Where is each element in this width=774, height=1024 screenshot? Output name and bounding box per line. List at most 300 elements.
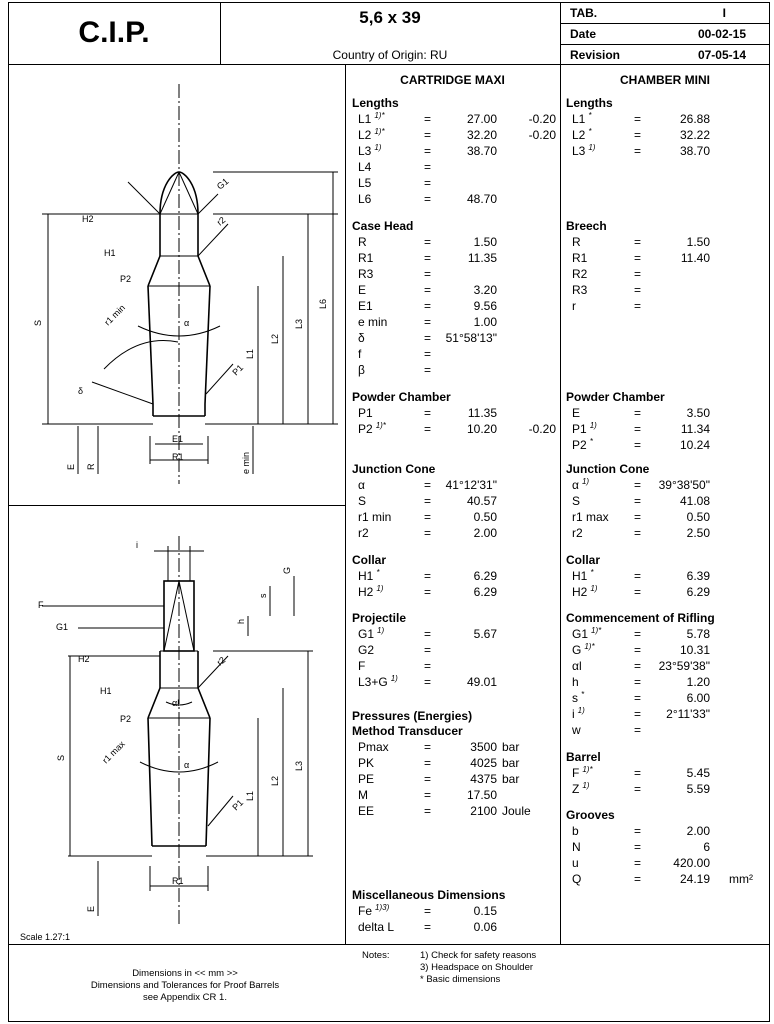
section-title: Barrel (566, 750, 601, 764)
dimension-row (352, 755, 562, 771)
date-label: Date (570, 27, 597, 41)
dimension-row (352, 509, 562, 525)
equals-sign: = (424, 675, 432, 689)
label-h1: H1 (104, 248, 116, 258)
shoulder-left (148, 688, 160, 718)
dimension-value: 51°58'13" (445, 331, 497, 345)
dimension-row (352, 493, 562, 509)
dimension-key (572, 871, 581, 887)
footnote-mark: 1) (374, 143, 382, 152)
key-text: P1 (572, 422, 587, 436)
dimension-value: 27.00 (466, 112, 497, 126)
g1-leader (198, 194, 218, 214)
dimension-value: 5.78 (686, 627, 710, 641)
key-text: R1 (358, 251, 374, 265)
dimension-value: 9.56 (473, 299, 497, 313)
equals-sign: = (424, 144, 432, 158)
equals-sign: = (634, 299, 642, 313)
header-hline (560, 44, 770, 45)
key-text: Z (572, 782, 580, 796)
tolerance-value: -0.20 (528, 422, 556, 436)
key-text: F (358, 659, 366, 673)
footnote-mark: * (590, 568, 594, 577)
equals-sign: = (634, 128, 642, 142)
dimension-row (566, 282, 774, 298)
equals-sign: = (634, 585, 642, 599)
key-text: S (572, 494, 581, 508)
dimension-key (358, 143, 381, 159)
equals-sign: = (424, 510, 432, 524)
section-title: Junction Cone (352, 462, 436, 476)
dimension-row (352, 298, 562, 314)
key-text: f (358, 347, 362, 361)
dimension-key (358, 493, 366, 509)
footnote-mark: * (376, 568, 380, 577)
dimensions-note (60, 968, 310, 1004)
label-p2: P2 (120, 274, 132, 284)
header-hline (560, 23, 770, 24)
label-p1: P1 (230, 797, 246, 813)
dimension-row (566, 765, 774, 781)
dimension-value: 17.50 (466, 788, 497, 802)
label-delta: δ (78, 386, 84, 396)
equals-sign: = (424, 627, 432, 641)
equals-sign: = (634, 438, 642, 452)
equals-sign: = (634, 659, 642, 673)
equals-sign: = (634, 723, 642, 737)
equals-sign: = (424, 331, 432, 345)
equals-sign: = (424, 363, 432, 377)
dimension-key (358, 346, 361, 362)
key-text: L2 (572, 128, 586, 142)
key-text: r1 max (572, 510, 609, 524)
column-divider (345, 64, 346, 944)
cartridge-heading: CARTRIDGE MAXI (400, 73, 505, 87)
equals-sign: = (424, 788, 432, 802)
dimension-row (566, 839, 774, 855)
key-text: r2 (358, 526, 369, 540)
section-title: Lengths (352, 96, 399, 110)
dimension-row (352, 903, 562, 919)
label-s: S (33, 319, 43, 326)
dimension-row (566, 584, 774, 600)
dimension-key (572, 706, 585, 722)
label-l1: L1 (245, 790, 255, 801)
header-vline (560, 2, 561, 64)
dimension-key (358, 525, 369, 541)
footnote-mark: 1)* (591, 626, 602, 635)
dimension-row (566, 674, 774, 690)
caliber-title: 5,6 x 39 (359, 8, 421, 27)
dimension-row (566, 855, 774, 871)
key-text: R1 (572, 251, 588, 265)
delta-leader (92, 382, 153, 404)
cone-line (164, 581, 179, 651)
body-right (205, 286, 210, 404)
label-h1: H1 (100, 686, 112, 696)
key-text: L3 (358, 144, 372, 158)
dimension-key (358, 642, 374, 658)
dimension-key (572, 234, 581, 250)
date-value: 00-02-15 (697, 27, 746, 41)
dimension-key (572, 855, 579, 871)
label-r1: R1 (172, 876, 184, 886)
dimension-key (358, 755, 374, 771)
dimension-row (566, 823, 774, 839)
dimension-row (352, 584, 562, 600)
footnote-mark: 1)3) (375, 903, 390, 912)
label-e: E (86, 905, 96, 912)
label-g1: G1 (56, 622, 69, 632)
equals-sign: = (424, 756, 432, 770)
label-emin: e min (241, 451, 251, 474)
dimension-key (358, 405, 373, 421)
key-text: δ (358, 331, 365, 345)
dimension-key (358, 584, 383, 600)
label-g: G (282, 566, 292, 574)
dimension-key (572, 421, 597, 437)
dimension-row (352, 421, 562, 437)
dimension-key (572, 626, 601, 642)
section-title: Grooves (566, 808, 615, 822)
equals-sign: = (634, 707, 642, 721)
dimension-value: 5.59 (686, 782, 710, 796)
chamber-heading: CHAMBER MINI (620, 73, 710, 87)
dimension-key (572, 509, 609, 525)
footnote-mark: 1)* (584, 642, 595, 651)
dimension-key (358, 330, 365, 346)
footnote-mark: 1) (582, 781, 590, 790)
dimension-key (358, 127, 385, 143)
dimension-value: 0.50 (473, 510, 497, 524)
dimension-value: 32.20 (466, 128, 497, 142)
dimension-key (572, 839, 581, 855)
dimension-row (566, 266, 774, 282)
dimension-key (358, 314, 387, 330)
dimension-key (572, 127, 591, 143)
key-text: r1 min (358, 510, 392, 524)
key-text: u (572, 856, 579, 870)
dimension-value: 6.29 (473, 585, 497, 599)
key-text: delta L (358, 920, 395, 934)
label-l3: L3 (294, 760, 304, 771)
equals-sign: = (634, 144, 642, 158)
dimension-value: 48.70 (466, 192, 497, 206)
dimension-row (566, 111, 774, 127)
key-text: Q (572, 872, 582, 886)
section-title: Projectile (352, 611, 407, 625)
key-text: e min (358, 315, 388, 329)
dimension-row (352, 234, 562, 250)
footnote-mark: 1) (581, 477, 590, 486)
body-left (148, 718, 152, 846)
dimension-key (572, 266, 587, 282)
footnote-mark: 1)* (374, 127, 385, 136)
dimension-value: 49.01 (466, 675, 497, 689)
dimension-row (566, 722, 774, 738)
dimension-key (572, 282, 587, 298)
dimension-key (572, 477, 589, 493)
key-text: r2 (572, 526, 583, 540)
dimension-key (358, 159, 371, 175)
label-l2: L2 (270, 775, 280, 786)
section-title: Lengths (566, 96, 613, 110)
dimension-row (352, 642, 562, 658)
equals-sign: = (634, 526, 642, 540)
dimension-row (352, 658, 562, 674)
key-text: L2 (358, 128, 372, 142)
key-text: H2 (358, 585, 374, 599)
dimension-value: 11.35 (467, 251, 497, 265)
key-text: r (572, 299, 576, 313)
equals-sign: = (424, 283, 432, 297)
key-text: M (358, 788, 368, 802)
equals-sign: = (424, 176, 432, 190)
equals-sign: = (424, 569, 432, 583)
dimension-key (572, 722, 581, 738)
equals-sign: = (424, 585, 432, 599)
key-text: PE (358, 772, 375, 786)
equals-sign: = (424, 804, 432, 818)
equals-sign: = (634, 627, 642, 641)
key-text: L6 (358, 192, 372, 206)
dimension-key (358, 903, 389, 919)
label-r1: R1 (172, 452, 184, 462)
dimension-key (358, 282, 366, 298)
dimension-key (358, 175, 371, 191)
dimension-value: 5.67 (473, 627, 497, 641)
dims-line: Dimensions and Tolerances for Proof Barrels (90, 980, 280, 991)
section-title: Breech (566, 219, 607, 233)
key-text: E1 (358, 299, 373, 313)
label-g1: G1 (214, 176, 231, 192)
equals-sign: = (424, 772, 432, 786)
key-text: w (572, 723, 581, 737)
p1-leader (208, 796, 233, 826)
label-l2: L2 (270, 333, 280, 344)
dimension-row (352, 191, 562, 207)
dimension-key (358, 787, 368, 803)
dimension-value: 2.00 (473, 526, 497, 540)
cone-line (179, 581, 194, 651)
key-text: P1 (358, 406, 373, 420)
dimension-row (352, 175, 562, 191)
key-text: L3 (572, 144, 586, 158)
equals-sign: = (424, 251, 432, 265)
dimension-key (572, 823, 579, 839)
key-text: b (572, 824, 579, 838)
equals-sign: = (634, 283, 642, 297)
equals-sign: = (634, 840, 642, 854)
equals-sign: = (634, 510, 642, 524)
dimension-value: 4025 (470, 756, 497, 770)
body-left (148, 286, 153, 404)
shoulder-right (198, 688, 210, 718)
equals-sign: = (634, 643, 642, 657)
dimension-key (572, 298, 576, 314)
equals-sign: = (634, 267, 642, 281)
section-title: Collar (352, 553, 387, 567)
equals-sign: = (634, 422, 642, 436)
dimension-value: 26.88 (679, 112, 710, 126)
dimension-row (352, 282, 562, 298)
dimension-row (566, 525, 774, 541)
footnote-mark: 1) (590, 584, 598, 593)
dimension-row (566, 781, 774, 797)
unit: mm² (729, 872, 753, 886)
dimension-row (352, 346, 562, 362)
label-s-small: s (258, 593, 268, 598)
dimension-row (566, 871, 774, 887)
key-text: β (358, 363, 365, 377)
dimension-row (566, 626, 774, 642)
dimension-value: 39°38'50" (658, 478, 710, 492)
equals-sign: = (424, 422, 432, 436)
equals-sign: = (424, 494, 432, 508)
key-text: H1 (572, 569, 588, 583)
key-text: PK (358, 756, 375, 770)
footnote-mark: 1)* (375, 421, 386, 430)
dimension-value: 0.15 (473, 904, 497, 918)
dimension-value: 10.24 (679, 438, 710, 452)
dimension-value: 1.50 (473, 235, 497, 249)
dimension-row (352, 143, 562, 159)
key-text: α (358, 478, 365, 492)
key-text: G1 (572, 627, 589, 641)
delta-arc (104, 341, 178, 369)
dimension-value: 420.00 (673, 856, 710, 870)
section-title: Pressures (Energies) (352, 709, 473, 723)
dimension-value: 41.08 (679, 494, 710, 508)
dimension-row (566, 477, 774, 493)
key-text: L1 (572, 112, 586, 126)
key-text: R3 (572, 283, 588, 297)
footnote-mark: * (588, 127, 592, 136)
section-title: Case Head (352, 219, 414, 233)
dimension-row (352, 362, 562, 378)
key-text: αl (572, 659, 582, 673)
dimension-row (352, 525, 562, 541)
dimension-row (352, 159, 562, 175)
label-r2: r2 (214, 654, 228, 668)
dimension-key (358, 739, 389, 755)
dimension-row (566, 405, 774, 421)
dimension-row (566, 493, 774, 509)
dimension-value: 41°12'31" (445, 478, 497, 492)
section-title: Commencement of Rifling (566, 611, 715, 625)
dimension-key (572, 437, 593, 453)
label-l1: L1 (245, 348, 255, 359)
equals-sign: = (634, 782, 642, 796)
note-item: 1) Check for safety reasons (420, 950, 537, 961)
equals-sign: = (424, 128, 432, 142)
tab-value: I (722, 6, 726, 20)
dimension-key (358, 250, 373, 266)
dimension-value: 5.45 (686, 766, 710, 780)
dimension-value: 2100 (470, 804, 497, 818)
dimension-key (572, 568, 593, 584)
dimension-value: 23°59'38" (658, 659, 710, 673)
section-title: Powder Chamber (566, 390, 665, 404)
key-text: L4 (358, 160, 372, 174)
key-text: L3+G (358, 675, 388, 689)
cartridge-drawing (8, 64, 345, 505)
label-h: h (236, 618, 246, 624)
dimension-row (352, 127, 562, 143)
dimension-value: 0.50 (686, 510, 710, 524)
equals-sign: = (634, 675, 642, 689)
dimension-key (572, 250, 587, 266)
section-subtitle: Method Transducer (352, 724, 463, 738)
dimension-value: 2.50 (686, 526, 710, 540)
footnote-mark: * (581, 690, 585, 699)
equals-sign: = (424, 526, 432, 540)
dimension-key (358, 771, 374, 787)
equals-sign: = (634, 691, 642, 705)
dimension-value: 10.20 (466, 422, 497, 436)
dimension-key (358, 266, 373, 282)
footnote-mark: 1) (390, 674, 398, 683)
dimension-key (358, 674, 398, 690)
dimension-row (352, 266, 562, 282)
dimension-row (352, 919, 562, 935)
key-text: L1 (358, 112, 372, 126)
key-text: F (572, 766, 580, 780)
equals-sign: = (634, 824, 642, 838)
equals-sign: = (634, 251, 642, 265)
dimension-row (566, 658, 774, 674)
dimension-key (358, 568, 379, 584)
equals-sign: = (424, 740, 432, 754)
dimension-value: 6.29 (686, 585, 710, 599)
dimension-key (572, 584, 597, 600)
equals-sign: = (424, 112, 432, 126)
dimension-key (572, 405, 580, 421)
equals-sign: = (424, 267, 432, 281)
label-f: F (38, 600, 44, 610)
key-text: Fe (358, 904, 373, 918)
dimension-key (358, 626, 384, 642)
key-text: G2 (358, 643, 375, 657)
dimension-value: 6.29 (473, 569, 497, 583)
key-text: P2 (572, 438, 587, 452)
equals-sign: = (424, 659, 432, 673)
key-text: α (572, 478, 579, 492)
label-alpha-l: αl (172, 698, 180, 708)
dimension-row (352, 314, 562, 330)
dimension-row (566, 437, 774, 453)
key-text: i (572, 707, 575, 721)
equals-sign: = (634, 478, 642, 492)
footnote-mark: 1)* (582, 765, 593, 774)
dimension-value: 2°11'33" (666, 707, 710, 721)
dimension-value: 32.22 (679, 128, 710, 142)
dimension-value: 1.20 (686, 675, 710, 689)
key-text: EE (358, 804, 375, 818)
section-title: Powder Chamber (352, 390, 451, 404)
dimension-key (358, 234, 367, 250)
label-p2: P2 (120, 714, 132, 724)
country-of-origin: Country of Origin: RU (332, 48, 448, 62)
key-text: h (572, 675, 579, 689)
key-text: S (358, 494, 367, 508)
dimension-key (572, 111, 591, 127)
label-e: E (66, 463, 76, 470)
dimension-value: 38.70 (466, 144, 497, 158)
footnote-mark: * (589, 437, 593, 446)
dimension-value: 6 (703, 840, 710, 854)
footnote-mark: 1) (377, 626, 385, 635)
